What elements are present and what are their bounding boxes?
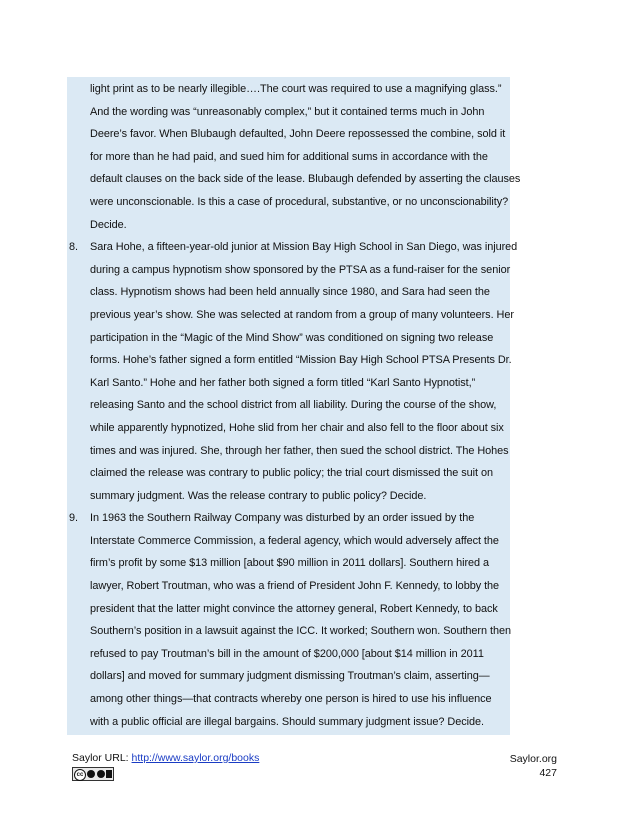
- text-line: And the wording was “unreasonably complex,” but it contained terms much in John: [90, 105, 485, 118]
- text-line: releasing Santo and the school district from all liability. During the course of the show,: [90, 399, 497, 412]
- footer-source: [72, 752, 259, 764]
- text-line: forms. Hohe’s father signed a form entitled “Mission Bay High School PTSA Presents Dr.: [90, 354, 512, 367]
- text-line: default clauses on the back side of the lease. Blubaugh defended by asserting the clauses: [90, 173, 521, 186]
- exercise-item-8: [69, 236, 542, 507]
- sa-icon: [106, 770, 112, 778]
- text-line: were unconscionable. Is this a case of procedural, substantive, or no unconscionability?: [90, 195, 509, 208]
- text-line: Southern’s position in a lawsuit against the ICC. It worked; Southern won. Southern then: [90, 625, 511, 638]
- text-line: dollars] and moved for summary judgment dismissing Troutman’s claim, asserting—: [90, 670, 490, 683]
- cc-logo-icon: cc: [74, 769, 86, 781]
- text-line: refused to pay Troutman’s bill in the amount of $200,000 [about $14 million in 2011: [90, 647, 484, 660]
- text-line: In 1963 the Southern Railway Company was disturbed by an order issued by the: [90, 512, 475, 525]
- text-line: participation in the “Magic of the Mind Show” was conditioned on signing two release: [90, 331, 494, 344]
- footer-page-info: [510, 752, 557, 780]
- text-line: firm’s profit by some $13 million [about $90 million in 2011 dollars]. Southern hired a: [90, 557, 490, 570]
- text-line: while apparently hypnotized, Hohe slid from her chair and also fell to the floor about six: [90, 421, 504, 434]
- by-icon: [87, 770, 95, 778]
- text-line: Karl Santo.” Hohe and her father both signed a form titled “Karl Santo Hypnotist,”: [90, 376, 476, 389]
- text-line: Sara Hohe, a fifteen-year-old junior at Mission Bay High School in San Diego, was injured: [90, 241, 518, 254]
- text-line: for more than he had paid, and sued him for additional sums in accordance with the: [90, 150, 488, 163]
- text-line: Deere’s favor. When Blubaugh defaulted, John Deere repossessed the combine, sold it: [90, 128, 506, 141]
- exercise-text: [69, 78, 542, 733]
- footer-url-label: Saylor URL:: [72, 752, 132, 764]
- text-line: class. Hypnotism shows had been held annually since 1980, and Sara had seen the: [90, 286, 490, 299]
- text-line: times and was injured. She, through her father, then sued the school district. The Hohes: [90, 444, 509, 457]
- text-line: claimed the release was contrary to public policy; the trial court dismissed the suit on: [90, 467, 493, 480]
- text-line: Interstate Commerce Commission, a federal agency, which would adversely affect the: [90, 534, 499, 547]
- cc-license-icon[interactable]: [72, 767, 114, 781]
- footer-site: Saylor.org: [509, 753, 557, 765]
- exercise-item-9: [69, 507, 542, 733]
- text-line: previous year’s show. She was selected at random from a group of many volunteers. Her: [90, 308, 514, 321]
- text-line: lawyer, Robert Troutman, who was a friend of President John F. Kennedy, to lobby the: [90, 580, 500, 593]
- item-number: 9.: [69, 512, 78, 525]
- text-line: summary judgment. Was the release contrary to public policy? Decide.: [90, 489, 427, 502]
- text-line: among other things—that contracts whereby one person is hired to use his influence: [90, 693, 492, 706]
- continuation-paragraph: [90, 78, 542, 236]
- text-line: during a campus hypnotism show sponsored by the PTSA as a fund-raiser for the senior: [90, 263, 511, 276]
- text-line: light print as to be nearly illegible….The court was required to use a magnifying glass.”: [90, 83, 502, 95]
- text-line: Decide.: [90, 218, 127, 231]
- page-number: 427: [539, 767, 557, 779]
- saylor-books-link[interactable]: http://www.saylor.org/books: [131, 752, 260, 764]
- item-number: 8.: [69, 241, 78, 254]
- text-line: president that the latter might convince the attorney general, Robert Kennedy, to back: [90, 602, 498, 615]
- text-line: with a public official are illegal bargains. Should summary judgment issue? Decide.: [90, 715, 484, 728]
- nc-icon: [97, 770, 105, 778]
